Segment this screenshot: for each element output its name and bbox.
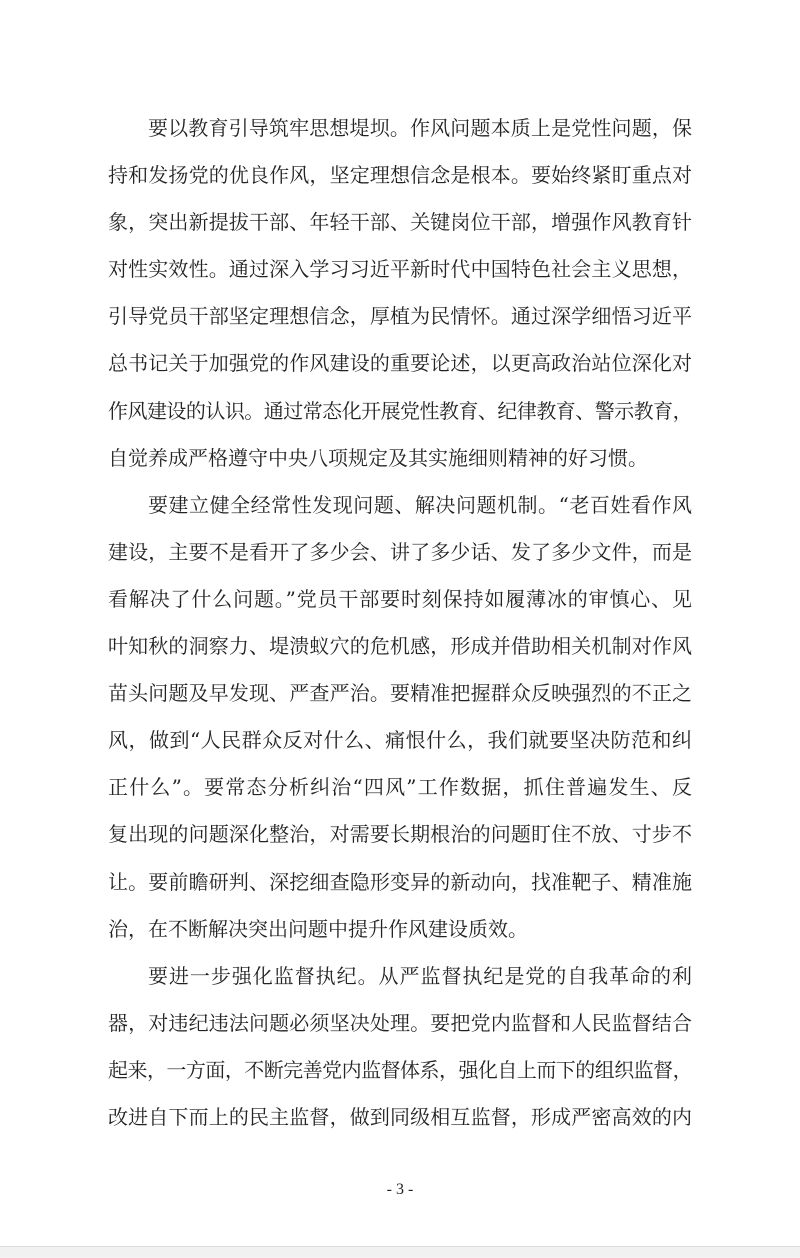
text-line: 治，在不断解决突出问题中提升作风建设质效。 (108, 916, 528, 941)
text-line: 要建立健全经常性发现问题、解决问题机制。“老百姓看作风 (148, 492, 692, 517)
text-line: 自觉养成严格遵守中央八项规定及其实施细则精神的好习惯。 (108, 445, 648, 470)
text-line: 持和发扬党的优良作风，坚定理想信念是根本。要始终紧盯重点对 (108, 163, 692, 188)
text-line: 要以教育引导筑牢思想堤坝。作风问题本质上是党性问题，保 (148, 116, 692, 140)
page-number: - 3 - (386, 1181, 414, 1198)
text-line: 引导党员干部坚定理想信念，厚植为民情怀。通过深学细悟习近平 (108, 304, 692, 329)
paragraph (108, 953, 692, 1141)
text-line: 建设，主要不是看开了多少会、讲了多少话、发了多少文件，而是 (108, 539, 692, 564)
text-line: 看解决了什么问题。”党员干部要时刻保持如履薄冰的审慎心、见 (108, 586, 692, 611)
paragraph (108, 482, 692, 953)
text-line: 改进自下而上的民主监督，做到同级相互监督，形成严密高效的内 (108, 1104, 692, 1129)
text-line: 让。要前瞻研判、深挖细查隐形变异的新动向，找准靶子、精准施 (108, 869, 692, 894)
body-text (108, 105, 692, 1141)
text-line: 对性实效性。通过深入学习习近平新时代中国特色社会主义思想， (108, 257, 692, 282)
text-line: 作风建设的认识。通过常态化开展党性教育、纪律教育、警示教育， (108, 398, 692, 423)
text-line: 叶知秋的洞察力、堤溃蚁穴的危机感，形成并借助相关机制对作风 (108, 634, 692, 659)
text-line: 要进一步强化监督执纪。从严监督执纪是党的自我革命的利 (148, 963, 692, 988)
text-line: 正什么”。要常态分析纠治“四风”工作数据，抓住普遍发生、反 (108, 775, 692, 800)
paragraph (108, 105, 692, 482)
text-line: 复出现的问题深化整治，对需要长期根治的问题盯住不放、寸步不 (108, 822, 692, 847)
text-line: 风，做到“人民群众反对什么、痛恨什么，我们就要坚决防范和纠 (108, 728, 692, 753)
text-line: 总书记关于加强党的作风建设的重要论述，以更高政治站位深化对 (108, 351, 692, 376)
text-line: 象，突出新提拔干部、年轻干部、关键岗位干部，增强作风教育针 (108, 210, 692, 235)
text-line: 器，对违纪违法问题必须坚决处理。要把党内监督和人民监督结合 (108, 1010, 692, 1035)
text-line: 苗头问题及早发现、严查严治。要精准把握群众反映强烈的不正之 (108, 681, 692, 706)
text-line: 起来，一方面，不断完善党内监督体系，强化自上而下的组织监督， (108, 1057, 692, 1082)
page-bottom-edge (0, 1246, 800, 1258)
